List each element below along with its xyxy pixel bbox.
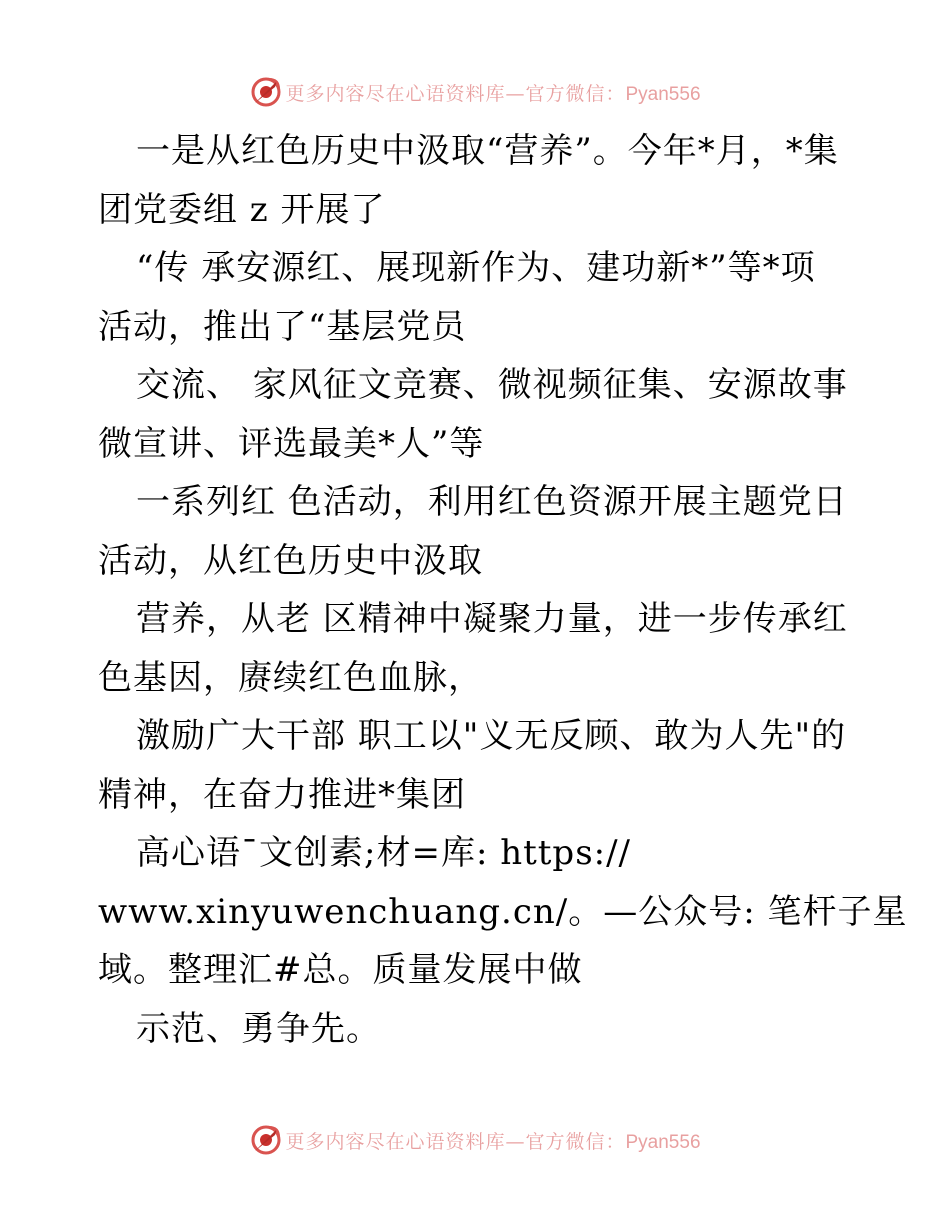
text-line: 团党委组 z 开展了 — [98, 189, 386, 230]
header-banner-text: 更多内容尽在心语资料库—官方微信：Pyan556 — [285, 82, 701, 105]
document-body — [98, 122, 908, 1058]
text-line: 一系列红 色活动，利用红色资源开展主题党日 — [136, 482, 848, 522]
text-line: 激励广大干部 职工以"义无反顾、敢为人先"的 — [136, 716, 847, 756]
text-line: “传 承安源红、展现新作为、建功新*”等*项 — [136, 248, 816, 288]
text-line: 营养，从老 区精神中凝聚力量，进一步传承红 — [136, 599, 848, 639]
text-line: 活动，推出了“基层党员 — [98, 306, 467, 347]
text-line: 域。整理汇#总。质量发展中做 — [98, 950, 583, 990]
text-line: 一是从红色历史中汲取“营养”。今年*月，*集 — [136, 131, 839, 171]
text-line: 示范、勇争先。 — [136, 1008, 381, 1049]
footer-banner-text: 更多内容尽在心语资料库—官方微信：Pyan556 — [285, 1130, 701, 1153]
text-line: 活动，从红色历史中汲取 — [98, 540, 483, 581]
header-banner — [0, 72, 950, 112]
footer-wechat-id: Pyan556 — [625, 1131, 701, 1153]
text-line: 微宣讲、评选最美*人”等 — [98, 423, 485, 464]
text-line: 色基因，赓续红色血脉， — [98, 657, 483, 698]
text-line: 精神，在奋力推进*集团 — [98, 774, 466, 815]
footer-banner — [0, 1120, 950, 1160]
text-line: 高心语¯文创素;材=库: https:// — [136, 833, 632, 873]
quill-logo-icon — [249, 1123, 283, 1157]
header-wechat-id: Pyan556 — [625, 83, 701, 105]
text-line: 交流、 家风征文竞赛、微视频征集、安源故事 — [136, 365, 848, 405]
text-line: www.xinyuwenchuang.cn/。—公众号: 笔杆子星 — [98, 891, 908, 932]
quill-logo-icon — [249, 75, 283, 109]
